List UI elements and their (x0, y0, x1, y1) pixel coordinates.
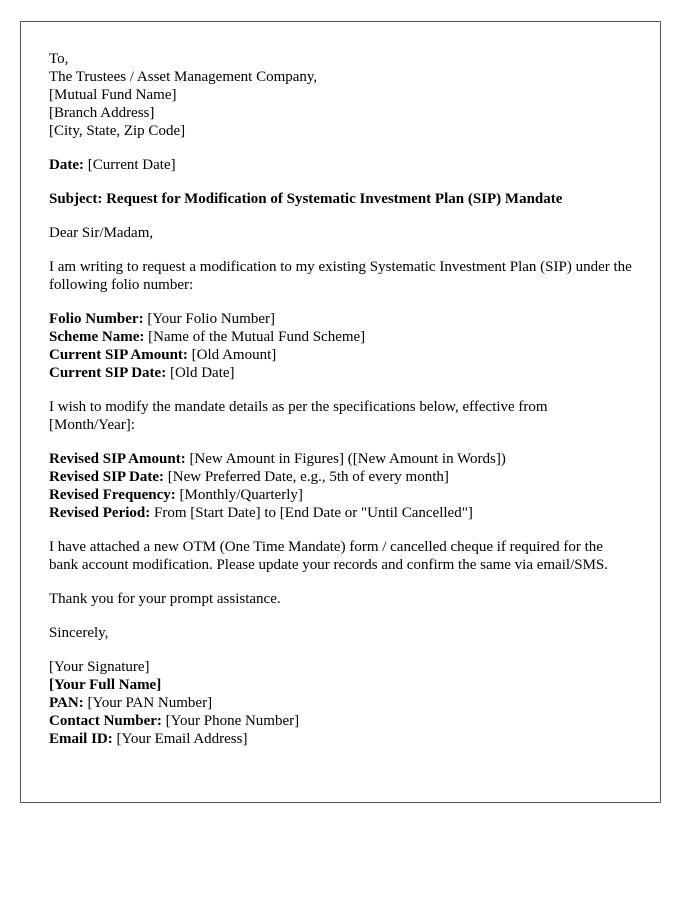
revised-details (49, 450, 634, 522)
detail-label: Revised Frequency: (49, 487, 176, 503)
detail-row (49, 712, 634, 730)
letter (20, 21, 661, 803)
address-line: To, (49, 51, 69, 67)
detail-label: Revised SIP Amount: (49, 451, 186, 467)
detail-value: [Your PAN Number] (83, 695, 213, 711)
closing: Sincerely, (49, 625, 109, 641)
full-name: [Your Full Name] (49, 677, 162, 693)
detail-row (49, 468, 634, 486)
signature: [Your Signature] (49, 659, 150, 675)
recipient-address (49, 50, 634, 140)
date-value: [Current Date] (83, 157, 176, 173)
detail-value: [Name of the Mutual Fund Scheme] (144, 329, 366, 345)
detail-label: Revised SIP Date: (49, 469, 164, 485)
detail-value: [New Amount in Figures] ([New Amount in Words]) (185, 451, 506, 467)
detail-label: Scheme Name: (49, 329, 145, 345)
detail-label: Current SIP Amount: (49, 347, 188, 363)
sender-block (49, 658, 634, 748)
intro-paragraph: I am writing to request a modification to my existing Systematic Investment Plan (SIP) under the following folio number: (49, 259, 632, 293)
salutation: Dear Sir/Madam, (49, 225, 154, 241)
detail-row (49, 310, 634, 328)
detail-value: [Your Email Address] (112, 731, 248, 747)
detail-label: PAN: (49, 695, 84, 711)
detail-label: Folio Number: (49, 311, 144, 327)
detail-value: [Your Phone Number] (161, 713, 300, 729)
address-line: [Branch Address] (49, 105, 155, 121)
address-line: [City, State, Zip Code] (49, 123, 186, 139)
thanks-paragraph: Thank you for your prompt assistance. (49, 591, 281, 607)
detail-row (49, 346, 634, 364)
modify-paragraph: I wish to modify the mandate details as per the specifications below, effective from [Month/Year]: (49, 399, 548, 433)
detail-row (49, 450, 634, 468)
address-line: The Trustees / Asset Management Company, (49, 69, 318, 85)
detail-row (49, 364, 634, 382)
detail-label: Contact Number: (49, 713, 162, 729)
current-details (49, 310, 634, 382)
detail-value: [Monthly/Quarterly] (175, 487, 303, 503)
detail-value: From [Start Date] to [End Date or "Until Cancelled"] (150, 505, 473, 521)
address-line: [Mutual Fund Name] (49, 87, 177, 103)
detail-value: [Old Amount] (187, 347, 277, 363)
detail-row (49, 694, 634, 712)
detail-row (49, 504, 634, 522)
detail-label: Revised Period: (49, 505, 151, 521)
detail-row (49, 328, 634, 346)
detail-row (49, 486, 634, 504)
detail-row (49, 730, 634, 748)
date-label: Date: (49, 157, 84, 173)
detail-label: Email ID: (49, 731, 113, 747)
subject: Subject: Request for Modification of Systematic Investment Plan (SIP) Mandate (49, 191, 563, 207)
attachment-paragraph: I have attached a new OTM (One Time Mandate) form / cancelled cheque if required for the bank account modification. Please update your records and confirm the same via email/SMS. (49, 539, 609, 573)
detail-value: [Your Folio Number] (143, 311, 275, 327)
detail-value: [Old Date] (166, 365, 235, 381)
date-line (49, 156, 634, 174)
subject-line (49, 190, 634, 208)
detail-value: [New Preferred Date, e.g., 5th of every month] (164, 469, 449, 485)
detail-label: Current SIP Date: (49, 365, 167, 381)
